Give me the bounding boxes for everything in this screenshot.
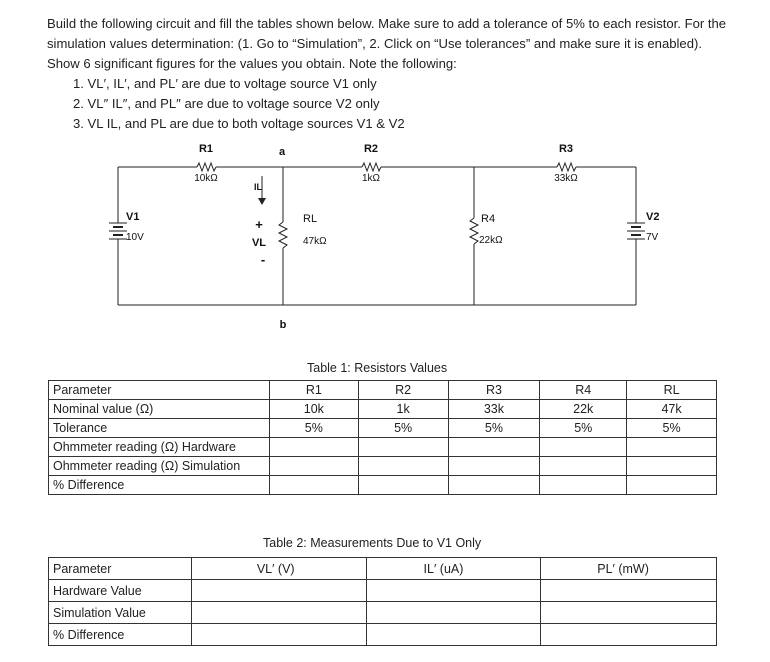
- r2-symbol: [362, 163, 381, 171]
- table1-caption: Table 1: Resistors Values: [307, 361, 448, 375]
- table-row: [49, 438, 717, 457]
- input-cell[interactable]: [540, 476, 627, 495]
- instructions-paragraph: Build the following circuit and fill the tables shown below. Make sure to add a tolerance of 5% to each resistor. For the simulation values determination: (1. Go to “Simulation”, 2. Click on “Use tolerances” and make sure it is enabled). Show 6 significant figures for the values you obtain. Note the following:: [47, 16, 727, 71]
- current-arrow-icon: [258, 198, 266, 205]
- input-cell[interactable]: [269, 438, 358, 457]
- table-row: [49, 400, 717, 419]
- input-cell[interactable]: [627, 457, 717, 476]
- node-a-label: a: [278, 146, 286, 158]
- table-header-cell: R4: [540, 381, 627, 400]
- input-cell[interactable]: [541, 624, 717, 646]
- table-cell: 1k: [358, 400, 448, 419]
- resistors-table: [48, 380, 717, 495]
- table-cell: 5%: [269, 419, 358, 438]
- row-label: Hardware Value: [49, 580, 192, 602]
- row-label: Simulation Value: [49, 602, 192, 624]
- r2-value: 1kΩ: [361, 173, 381, 184]
- input-cell[interactable]: [191, 624, 366, 646]
- r3-symbol: [557, 163, 576, 171]
- v2-battery: [627, 223, 645, 239]
- table-header-row: [49, 558, 717, 580]
- r4-symbol: [470, 218, 478, 244]
- row-label: Tolerance: [49, 419, 270, 438]
- note-item: 1. VL′, IL′, and PL′ are due to voltage source V1 only: [73, 76, 377, 91]
- row-label: % Difference: [49, 476, 270, 495]
- table-header-cell: VL′ (V): [191, 558, 366, 580]
- input-cell[interactable]: [191, 602, 366, 624]
- note-item: 2. VL″ IL″, and PL″ are due to voltage source V2 only: [73, 96, 380, 111]
- table-header-cell: PL′ (mW): [541, 558, 717, 580]
- r1-label: R1: [198, 143, 214, 155]
- input-cell[interactable]: [448, 476, 540, 495]
- input-cell[interactable]: [269, 457, 358, 476]
- input-cell[interactable]: [269, 476, 358, 495]
- table-row: [49, 457, 717, 476]
- rl-label: RL: [303, 213, 318, 225]
- r1-value: 10kΩ: [194, 173, 218, 184]
- vl-plus: +: [255, 217, 263, 232]
- table-row: [49, 419, 717, 438]
- table-cell: 5%: [627, 419, 717, 438]
- rl-symbol: [279, 222, 287, 248]
- table-row: [49, 580, 717, 602]
- table-header-cell: R3: [448, 381, 540, 400]
- r3-label: R3: [558, 143, 574, 155]
- input-cell[interactable]: [366, 624, 541, 646]
- v2-label: V2: [646, 211, 660, 223]
- vl-label: VL: [251, 237, 266, 249]
- input-cell[interactable]: [541, 580, 717, 602]
- table-header-cell: R1: [269, 381, 358, 400]
- table-cell: 5%: [358, 419, 448, 438]
- table-header-cell: RL: [627, 381, 717, 400]
- input-cell[interactable]: [366, 580, 541, 602]
- input-cell[interactable]: [627, 476, 717, 495]
- input-cell[interactable]: [366, 602, 541, 624]
- input-cell[interactable]: [358, 476, 448, 495]
- row-label: Ohmmeter reading (Ω) Hardware: [49, 438, 270, 457]
- v1-label: V1: [126, 211, 140, 223]
- rl-value: 47kΩ: [303, 236, 327, 247]
- input-cell[interactable]: [358, 438, 448, 457]
- r2-label: R2: [363, 143, 379, 155]
- r4-label: R4: [481, 213, 496, 225]
- v2-value: 7V: [646, 232, 659, 243]
- input-cell[interactable]: [540, 457, 627, 476]
- input-cell[interactable]: [540, 438, 627, 457]
- table-row: [49, 476, 717, 495]
- table-cell: 47k: [627, 400, 717, 419]
- row-label: Ohmmeter reading (Ω) Simulation: [49, 457, 270, 476]
- v1-battery: [109, 223, 127, 239]
- table-cell: 33k: [448, 400, 540, 419]
- r3-value: 33kΩ: [554, 173, 578, 184]
- table-header-row: [49, 381, 717, 400]
- r1-symbol: [197, 163, 216, 171]
- input-cell[interactable]: [358, 457, 448, 476]
- node-b-label: b: [279, 319, 287, 331]
- vl-minus: -: [260, 252, 266, 267]
- table-row: [49, 602, 717, 624]
- table-header-cell: Parameter: [49, 558, 192, 580]
- table-cell: 22k: [540, 400, 627, 419]
- input-cell[interactable]: [448, 438, 540, 457]
- table-header-cell: Parameter: [49, 381, 270, 400]
- input-cell[interactable]: [627, 438, 717, 457]
- input-cell[interactable]: [541, 602, 717, 624]
- table-header-cell: IL′ (uA): [366, 558, 541, 580]
- table-header-cell: R2: [358, 381, 448, 400]
- measurements-table: [48, 557, 717, 646]
- table-cell: 5%: [448, 419, 540, 438]
- table-cell: 10k: [269, 400, 358, 419]
- row-label: Nominal value (Ω): [49, 400, 270, 419]
- il-label: IL: [254, 182, 262, 192]
- input-cell[interactable]: [191, 580, 366, 602]
- v1-value: 10V: [126, 232, 144, 243]
- row-label: % Difference: [49, 624, 192, 646]
- r4-value: 22kΩ: [479, 235, 503, 246]
- note-item: 3. VL IL, and PL are due to both voltage sources V1 & V2: [73, 116, 405, 131]
- table-row: [49, 624, 717, 646]
- table2-caption: Table 2: Measurements Due to V1 Only: [263, 536, 482, 550]
- table-cell: 5%: [540, 419, 627, 438]
- input-cell[interactable]: [448, 457, 540, 476]
